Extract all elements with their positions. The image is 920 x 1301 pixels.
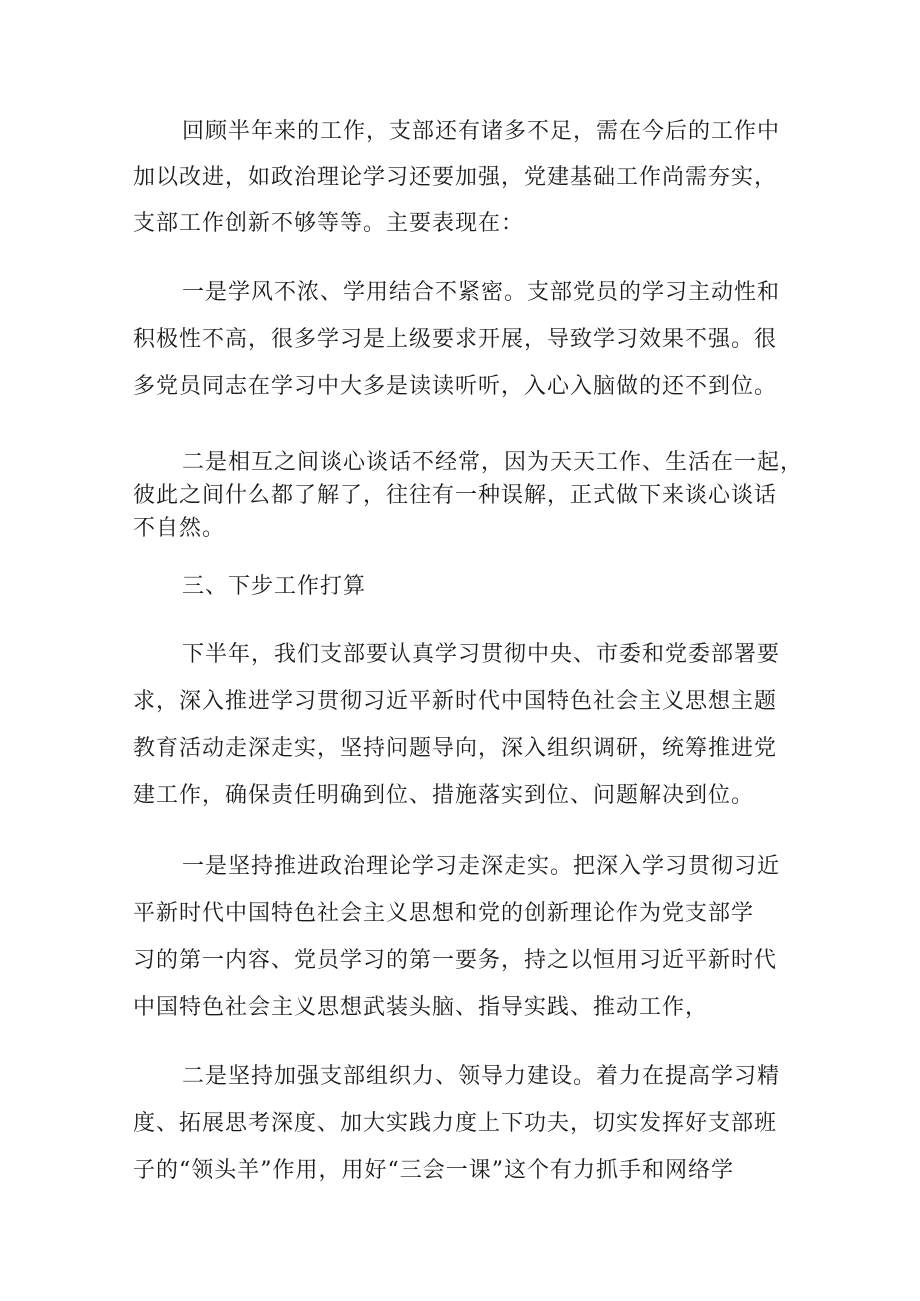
paragraph-line: 不自然。 [133,516,226,541]
section-heading: 三、下步工作打算 [182,574,367,599]
paragraph-line: 度、拓展思考深度、加大实践力度上下功夫，切实发挥好支部班 [133,1111,778,1136]
paragraph-line: 二是相互之间谈心谈话不经常，因为天天工作、生活在一起， [182,450,804,475]
paragraph-line: 建工作，确保责任明确到位、措施落实到位、问题解决到位。 [133,783,755,808]
paragraph-line: 一是坚持推进政治理论学习走深走实。把深入学习贯彻习近 [182,854,781,879]
paragraph-line: 回顾半年来的工作，支部还有诸多不足，需在今后的工作中 [182,119,781,144]
paragraph-line: 下半年，我们支部要认真学习贯彻中央、市委和党委部署要 [182,642,781,667]
paragraph-line: 支部工作创新不够等等。主要表现在： [133,211,525,236]
paragraph-line: 教育活动走深走实，坚持问题导向，深入组织调研，统筹推进党 [133,736,778,761]
paragraph-line: 习的第一内容、党员学习的第一要务，持之以恒用习近平新时代 [133,948,778,973]
paragraph-line: 平新时代中国特色社会主义思想和党的创新理论作为党支部学 [133,901,755,926]
paragraph-line: 二是坚持加强支部组织力、领导力建设。着力在提高学习精 [182,1064,781,1089]
paragraph-line: 子的“领头羊”作用，用好“三会一课”这个有力抓手和网络学 [133,1158,734,1183]
paragraph-line: 彼此之间什么都了解了，往往有一种误解，正式做下来谈心谈话 [133,483,778,508]
paragraph-line: 加以改进，如政治理论学习还要加强，党建基础工作尚需夯实， [133,165,778,190]
paragraph-line: 求，深入推进学习贯彻习近平新时代中国特色社会主义思想主题 [133,689,778,714]
paragraph-line: 积极性不高，很多学习是上级要求开展，导致学习效果不强。很 [133,327,778,352]
paragraph-line: 一是学风不浓、学用结合不紧密。支部党员的学习主动性和 [182,280,781,305]
paragraph-line: 中国特色社会主义思想武装头脑、指导实践、推动工作， [133,995,709,1020]
paragraph-line: 多党员同志在学习中大多是读读听听，入心入脑做的还不到位。 [133,374,778,399]
